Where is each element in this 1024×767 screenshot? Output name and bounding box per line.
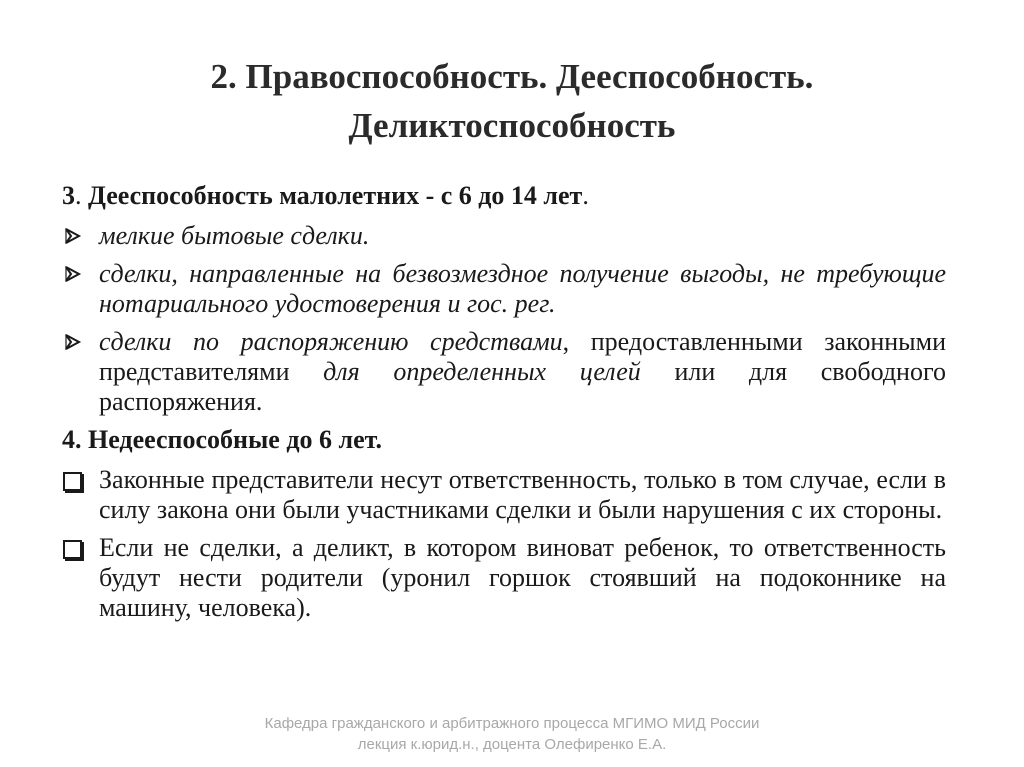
slide-title-line-1: 2. Правоспособность. Дееспособность.: [210, 57, 814, 96]
arrow-bullet-icon: [62, 327, 92, 357]
checkbox-bullet-icon: [63, 472, 82, 491]
list-item-text: сделки, направленные на безвозмездное получение выгоды, не требующие нотариального удостоверения и гос. рег.: [99, 259, 946, 318]
section-4-title: 4. Недееспособные до 6 лет.: [62, 425, 382, 454]
list-item: [62, 533, 946, 623]
section-3-number: 3: [62, 181, 75, 210]
slide-body: [62, 181, 946, 631]
section-3-title-tail: .: [582, 181, 589, 210]
slide-title-line-2: Деликтоспособность: [348, 106, 676, 145]
list-item-text-italic: для определенных целей: [323, 357, 641, 386]
list-item-text: Законные представители несут ответственность, только в том случае, если в силу закона они были участниками сделки и были нарушения с их стороны.: [99, 465, 946, 524]
list-item: [62, 327, 946, 417]
arrow-bullet-icon: [62, 259, 92, 289]
slide-title: [0, 52, 1024, 150]
list-item: [62, 221, 946, 251]
list-item-text: , предоставленными законными представителями: [99, 327, 946, 386]
list-item: [62, 465, 946, 525]
list-item-text: или для свободного распоряжения.: [99, 357, 946, 416]
footer-line-2: лекция к.юрид.н., доцента Олефиренко Е.А.: [357, 736, 667, 753]
section-3-title: Дееспособность малолетних - с 6 до 14 лет: [88, 181, 583, 210]
section-4-heading: [62, 425, 946, 455]
arrow-bullet-icon: [62, 221, 92, 251]
list-item-text: мелкие бытовые сделки.: [99, 221, 370, 250]
section-3-heading: 3. Дееспособность малолетних - с 6 до 14 лет.: [62, 181, 589, 210]
list-item-text-italic: сделки по распоряжению средствами: [99, 327, 563, 356]
checkbox-bullet-icon: [63, 540, 82, 559]
list-item: [62, 259, 946, 319]
footer-line-1: Кафедра гражданского и арбитражного процесса МГИМО МИД России: [264, 715, 760, 732]
slide-footer: [0, 713, 1024, 755]
list-item-text: Если не сделки, а деликт, в котором виноват ребенок, то ответственность будут нести родители (уронил горшок стоявший на подоконнике на машину, человека).: [99, 533, 946, 622]
